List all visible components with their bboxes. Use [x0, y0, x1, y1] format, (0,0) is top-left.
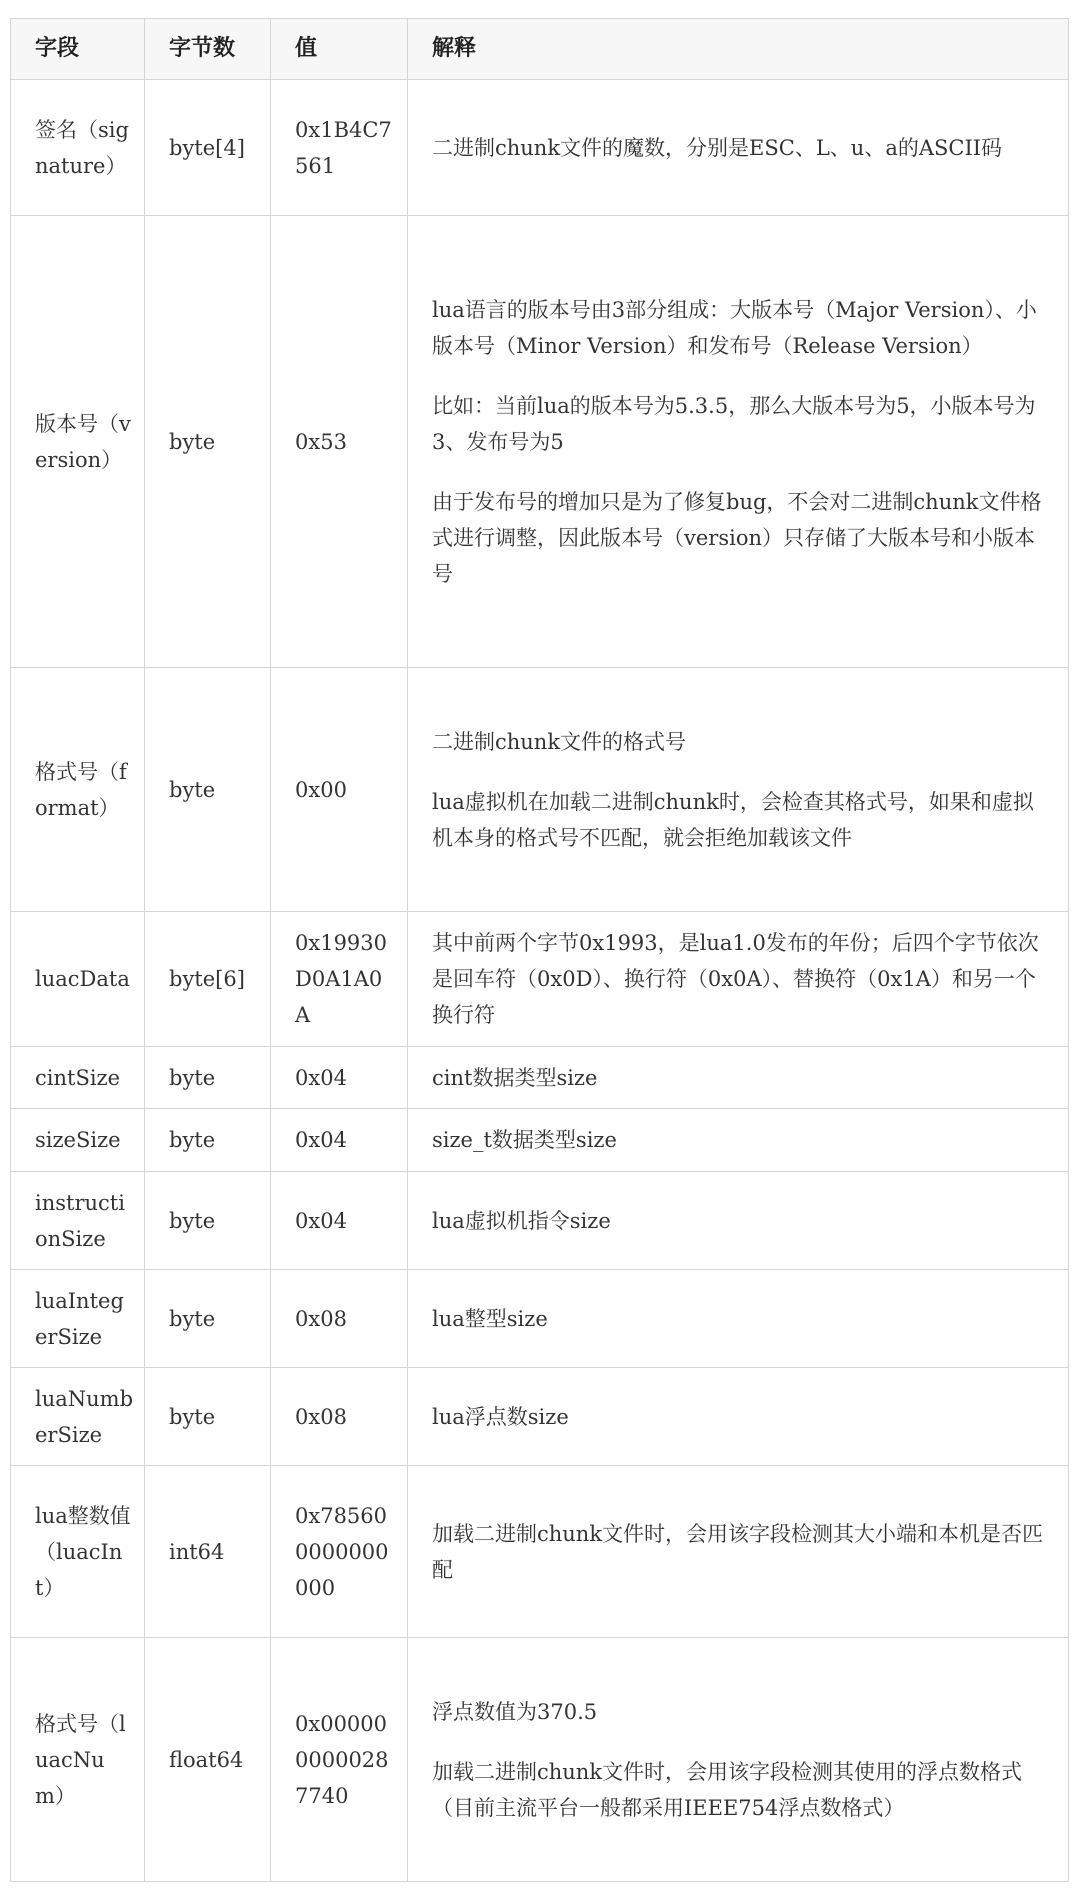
row-field: sizeSize — [11, 1109, 145, 1172]
table-row — [11, 1270, 1069, 1368]
row-bytes: byte — [145, 1368, 271, 1466]
desc-paragraph: lua浮点数size — [432, 1404, 569, 1429]
row-field: luaIntegerSize — [11, 1270, 145, 1368]
row-field: luaNumberSize — [11, 1368, 145, 1466]
desc-paragraph: lua虚拟机在加载二进制chunk时，会检查其格式号，如果和虚拟机本身的格式号不匹配，就会拒绝加载该文件 — [432, 789, 1034, 850]
table-row — [11, 1172, 1069, 1270]
desc-paragraph: lua整型size — [432, 1306, 548, 1331]
row-value: 0x53 — [271, 216, 408, 668]
row-desc — [408, 1109, 1069, 1172]
row-bytes: byte — [145, 1172, 271, 1270]
row-value: 0x0000000000287740 — [271, 1638, 408, 1882]
desc-paragraph: lua语言的版本号由3部分组成：大版本号（Major Version）、小版本号（Minor Version）和发布号（Release Version） — [432, 297, 1037, 358]
row-field: lua整数值（luacInt） — [11, 1466, 145, 1638]
row-bytes: float64 — [145, 1638, 271, 1882]
row-field: 格式号（luacNum） — [11, 1638, 145, 1882]
row-desc — [408, 80, 1069, 216]
row-bytes: byte — [145, 1047, 271, 1109]
row-desc — [408, 1638, 1069, 1882]
desc-paragraph: 加载二进制chunk文件时，会用该字段检测其大小端和本机是否匹配 — [432, 1521, 1044, 1582]
row-value: 0x00 — [271, 668, 408, 912]
row-desc — [408, 1172, 1069, 1270]
row-field: cintSize — [11, 1047, 145, 1109]
row-value: 0x04 — [271, 1109, 408, 1172]
desc-paragraph: 其中前两个字节0x1993，是lua1.0发布的年份；后四个字节依次是回车符（0x0D）、换行符（0x0A）、替换符（0x1A）和另一个换行符 — [432, 931, 1039, 1027]
row-field: 格式号（format） — [11, 668, 145, 912]
table-row — [11, 668, 1069, 912]
row-desc — [408, 668, 1069, 912]
row-field: instructionSize — [11, 1172, 145, 1270]
row-desc — [408, 1466, 1069, 1638]
row-bytes: byte[4] — [145, 80, 271, 216]
table-row — [11, 1638, 1069, 1882]
desc-paragraph: 由于发布号的增加只是为了修复bug，不会对二进制chunk文件格式进行调整，因此版本号（version）只存储了大版本号和小版本号 — [432, 489, 1042, 586]
row-value: 0x1B4C7561 — [271, 80, 408, 216]
row-value: 0x04 — [271, 1172, 408, 1270]
table-row — [11, 1466, 1069, 1638]
desc-paragraph: 二进制chunk文件的魔数，分别是ESC、L、u、a的ASCII码 — [432, 135, 1003, 160]
desc-paragraph: 比如：当前lua的版本号为5.3.5，那么大版本号为5，小版本号为3、发布号为5 — [432, 393, 1036, 454]
row-field: luacData — [11, 912, 145, 1047]
table-row — [11, 216, 1069, 668]
desc-paragraph: 加载二进制chunk文件时，会用该字段检测其使用的浮点数格式（目前主流平台一般都采用IEEE754浮点数格式） — [432, 1759, 1023, 1820]
row-value: 0x08 — [271, 1270, 408, 1368]
row-desc — [408, 1368, 1069, 1466]
row-desc — [408, 1270, 1069, 1368]
row-value: 0x19930D0A1A0A — [271, 912, 408, 1047]
row-bytes: int64 — [145, 1466, 271, 1638]
lua-chunk-header-table — [10, 18, 1069, 1882]
row-value: 0x04 — [271, 1047, 408, 1109]
table-header-row — [11, 19, 1069, 80]
table-row — [11, 80, 1069, 216]
row-desc — [408, 912, 1069, 1047]
row-bytes: byte — [145, 1109, 271, 1172]
desc-paragraph: size_t数据类型size — [432, 1128, 617, 1152]
row-field: 版本号（version） — [11, 216, 145, 668]
row-value: 0x785600000000000 — [271, 1466, 408, 1638]
header-value: 值 — [271, 19, 408, 80]
row-bytes: byte — [145, 1270, 271, 1368]
row-bytes: byte[6] — [145, 912, 271, 1047]
header-field: 字段 — [11, 19, 145, 80]
row-desc — [408, 1047, 1069, 1109]
header-bytes: 字节数 — [145, 19, 271, 80]
table-row — [11, 912, 1069, 1047]
row-field: 签名（signature） — [11, 80, 145, 216]
row-bytes: byte — [145, 668, 271, 912]
table-row — [11, 1109, 1069, 1172]
desc-paragraph: 二进制chunk文件的格式号 — [432, 729, 687, 754]
desc-paragraph: 浮点数值为370.5 — [432, 1699, 598, 1724]
table-row — [11, 1368, 1069, 1466]
row-bytes: byte — [145, 216, 271, 668]
table-row — [11, 1047, 1069, 1109]
desc-paragraph: cint数据类型size — [432, 1065, 598, 1090]
desc-paragraph: lua虚拟机指令size — [432, 1208, 611, 1233]
row-value: 0x08 — [271, 1368, 408, 1466]
header-desc: 解释 — [408, 19, 1069, 80]
row-desc — [408, 216, 1069, 668]
